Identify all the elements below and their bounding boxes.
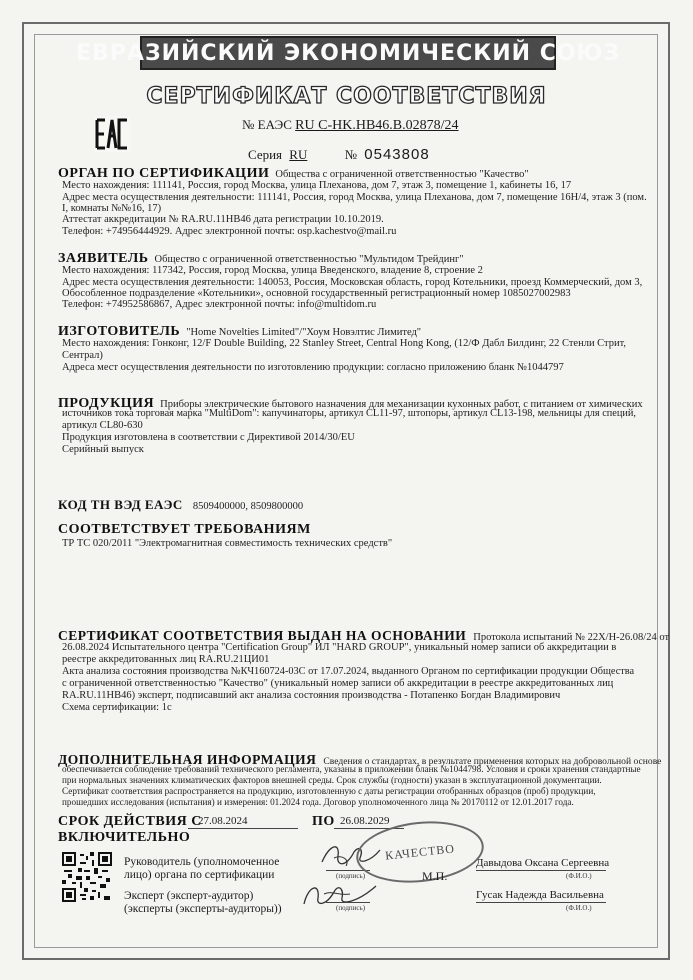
organ-attestat: Аттестат аккредитации № RA.RU.11HB46 дата регистрации 10.10.2019.	[62, 214, 384, 225]
basis-line-4: с ограниченной ответственностью "Качество" (уникальный номер записи об аккредитации в реестре аккредитованных лиц	[62, 678, 614, 689]
head-label-line-2: лицо) органа по сертификации	[124, 869, 275, 881]
qr-code-icon	[62, 852, 112, 902]
applicant-activity-line-1: Адрес места осуществления деятельности: 140053, Россия, Московская область, город Котельники, проезд Коммерческий, дом 3,	[62, 277, 643, 288]
additional-line-3: Сертификат соответствия распространяется на продукцию, изготовленную с даты регистрации отобранных образцов (проб) продукции,	[62, 786, 596, 796]
basis-line-5: RA.RU.11HB46) эксперт, подписавший акт анализа состояния производства - Потапенко Богдан Владимирович	[62, 690, 561, 701]
head-sign-caption: (подпись)	[336, 872, 366, 880]
blank-prefix: №	[344, 147, 358, 162]
head-name-caption: (Ф.И.О.)	[566, 872, 592, 880]
tnved-row	[58, 496, 303, 514]
product-serial: Серийный выпуск	[62, 444, 144, 455]
manufacturer-address-line-1: Место нахождения: Гонконг, 12/F Double Building, 22 Stanley Street, Central Hong Kong, (12/Ф Дабл Билдинг, 22 Стенли Стрит,	[62, 338, 627, 349]
certificate-number-row	[242, 117, 459, 134]
validity-from-date: 27.08.2024	[198, 815, 248, 827]
applicant-address: Место нахождения: 117342, Россия, город Москва, улица Введенского, владение 8, строение 2	[62, 265, 483, 276]
title-text: СЕРТИФИКАТ СООТВЕТСТВИЯ	[146, 84, 547, 109]
expert-label-line-2: (эксперты (эксперты-аудиторы))	[124, 903, 282, 915]
basis-heading: СЕРТИФИКАТ СООТВЕТСТВИЯ ВЫДАН НА ОСНОВАНИИ	[58, 628, 467, 643]
organ-activity-line-1: Адрес места осуществления деятельности: 111141, Россия, город Москва, улица Плеханова, дом 7, помещение 16Н/4, этаж 3 (пом.	[62, 192, 647, 203]
expert-label-line-1: Эксперт (эксперт-аудитор)	[124, 890, 254, 902]
applicant-activity-line-2: Обособленное подразделение «Котельники», основной государственный регистрационный номер 1085027002983	[62, 288, 571, 299]
union-name: ЕВРАЗИЙСКИЙ ЭКОНОМИЧЕСКИЙ СОЮЗ	[76, 40, 620, 66]
organ-contacts: Телефон: +74956444929. Адрес электронной почты: osp.kachestvo@mail.ru	[62, 226, 397, 237]
applicant-heading: ЗАЯВИТЕЛЬ	[58, 251, 149, 266]
stamp-text: КАЧЕСТВО	[384, 840, 456, 863]
validity-inclusive: ВКЛЮЧИТЕЛЬНО	[58, 830, 191, 845]
applicant-name: Общество с ограниченной ответственностью "Мультидом Трейдинг"	[154, 254, 464, 265]
product-heading: ПРОДУКЦИЯ	[58, 396, 155, 411]
tnved-heading: КОД ТН ВЭД ЕАЭС	[58, 497, 183, 512]
number-prefix: № ЕАЭС	[242, 117, 292, 132]
eac-mark-icon	[94, 116, 130, 152]
manufacturer-production-addresses: Адреса мест осуществления деятельности по изготовлению продукции: согласно приложению бланк №1044797	[62, 362, 564, 373]
head-label-line-1: Руководитель (уполномоченное	[124, 856, 280, 868]
product-line-1: Приборы электрические бытового назначения для механизации кухонных работ, с питанием от химических	[160, 399, 643, 410]
certificate-title	[0, 84, 693, 109]
union-banner	[76, 36, 620, 70]
additional-inline-text: Сведения о стандартах, в результате применения которых на добровольной основе	[323, 756, 662, 767]
expert-sign-caption: (подпись)	[336, 904, 366, 912]
additional-heading: ДОПОЛНИТЕЛЬНАЯ ИНФОРМАЦИЯ	[58, 752, 317, 767]
organ-name: Общества с ограниченной ответственностью "Качество"	[275, 169, 529, 180]
additional-line-1: обеспечивается соблюдение требований технического регламента, указаны в приложении бланк №1044798. Условия и сроки хранения стандартные	[62, 764, 641, 774]
organ-address: Место нахождения: 111141, Россия, город Москва, улица Плеханова, дом 7, этаж 3, помещение 1, кабинеты 16, 17	[62, 180, 572, 191]
basis-line-2: реестре аккредитованных лиц RA.RU.21ЦИ01	[62, 654, 270, 665]
seal-place: М.П.	[422, 869, 448, 883]
basis-scheme: Схема сертификации: 1с	[62, 702, 172, 713]
product-directive: Продукция изготовлена в соответствии с Директивой 2014/30/EU	[62, 432, 355, 443]
series-row	[248, 146, 430, 163]
additional-line-4: прошедших исследования (испытания) и измерения: 01.2024 года. Договор уполномоченного лица № 20170112 от 12.01.2017 года.	[62, 797, 574, 807]
basis-line-3: Акта анализа состояния производства №КЧ160724-03С от 17.07.2024, выданного Органом по сертификации продукции Общества	[62, 666, 635, 677]
basis-line-1: 26.08.2024 Испытательного центра "Certification Group" ИЛ "HARD GROUP", уникальный номер записи об аккредитации в	[62, 642, 617, 653]
organ-activity-line-2: I, комнаты №№16, 17)	[62, 203, 162, 214]
tnved-codes: 8509400000, 8509800000	[192, 501, 304, 512]
applicant-contacts: Телефон: +74952586867, Адрес электронной почты: info@multidom.ru	[62, 299, 377, 310]
validity-to-label: ПО	[312, 814, 335, 829]
expert-name-caption: (Ф.И.О.)	[566, 904, 592, 912]
conformity-text: ТР ТС 020/2011 "Электромагнитная совместимость технических средств"	[62, 538, 393, 549]
manufacturer-heading: ИЗГОТОВИТЕЛЬ	[58, 324, 181, 339]
validity-from-label: СРОК ДЕЙСТВИЯ С	[58, 814, 202, 829]
conformity-heading: СООТВЕТСТВУЕТ ТРЕБОВАНИЯМ	[58, 522, 311, 537]
certificate-number: RU C-HK.HB46.B.02878/24	[295, 118, 459, 133]
product-line-3: артикул CL80-630	[62, 420, 143, 431]
additional-line-2: при нормальных значениях климатических факторов внешней среды. Срок службы (годности) указан в эксплуатационной документации.	[62, 775, 602, 785]
blank-number: 0543808	[364, 146, 430, 163]
organ-heading: ОРГАН ПО СЕРТИФИКАЦИИ	[58, 166, 270, 181]
validity-to-date: 26.08.2029	[340, 815, 390, 827]
manufacturer-address-line-2: Сентрал)	[62, 350, 103, 361]
series-label: Серия	[248, 147, 283, 162]
manufacturer-name: "Home Novelties Limited"/"Хоум Новэлтис Лимитед"	[186, 327, 422, 338]
head-name: Давыдова Оксана Сергеевна	[476, 857, 610, 869]
series-value: RU	[289, 147, 308, 162]
basis-inline-text: Протокола испытаний № 22Х/Н-26.08/24 от	[473, 632, 670, 643]
product-line-2: источников тока торговая марка "MultiDom": капучинаторы, артикул CL11-97, штопоры, артикул CL13-198, мельницы для специй,	[62, 408, 636, 419]
expert-name: Гусак Надежда Васильевна	[476, 889, 604, 901]
